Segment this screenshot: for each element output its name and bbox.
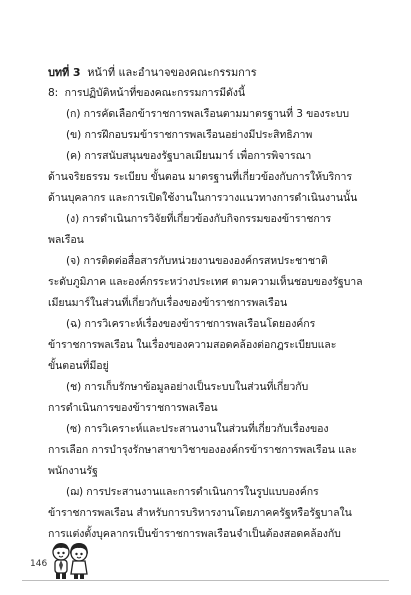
body-line: ข้าราชการพลเรือน ในเรื่องของความสอดคล้องต่อกฎระเบียบและ — [48, 339, 337, 351]
chapter-title: หน้าที่ และอำนาจของคณะกรรมการ — [87, 66, 257, 79]
body-line: พลเรือน — [48, 234, 84, 246]
body-line: พนักงานรัฐ — [48, 465, 98, 477]
section-title: การปฏิบัติหน้าที่ของคณะกรรมการมีดังนี้ — [64, 87, 245, 99]
body-line: ระดับภูมิภาค และองค์กรระหว่างประเทศ ตามความเห็นชอบของรัฐบาล — [48, 276, 363, 288]
body-line: ข้าราชการพลเรือน สำหรับการบริหารงานโดยภาคครัฐหรือรัฐบาลใน — [48, 507, 352, 519]
footer-divider — [22, 580, 389, 581]
body-line: (ข) การฝึกอบรมข้าราชการพลเรือนอย่างมีประสิทธิภาพ — [66, 129, 313, 141]
section-heading — [48, 86, 245, 100]
chapter-number: บทที่ 3 — [48, 66, 81, 79]
body-line: (ก) การคัดเลือกข้าราชการพลเรือนตามมาตรฐานที่ 3 ของระบบ — [66, 108, 350, 120]
body-line: การแต่งตั้งบุคลากรเป็นข้าราชการพลเรือนจำเป็นต้องสอดคล้องกับ — [48, 528, 341, 540]
body-line: (ง) การดำเนินการวิจัยที่เกี่ยวข้องกับกิจกรรมของข้าราชการ — [66, 213, 332, 225]
body-line: (ซ) การวิเคราะห์และประสานงานในส่วนที่เกี่ยวกับเรื่องของ — [66, 423, 329, 435]
body-line: (ค) การสนับสนุนของรัฐบาลเมียนมาร์ เพื่อการพิจารณา — [66, 150, 312, 162]
page-number: 146 — [30, 559, 48, 569]
body-line: ด้านจริยธรรม ระเบียบ ขั้นตอน มาตรฐานที่เกี่ยวข้องกับการให้บริการ — [48, 171, 352, 183]
body-line: การเลือก การบำรุงรักษาสาขาวิชาขององค์กรข้าราชการพลเรือน และ — [48, 444, 357, 456]
body-line: (จ) การติดต่อสื่อสารกับหน่วยงานขององค์กรสหประชาชาติ — [66, 255, 328, 267]
mascot-illustration-icon — [48, 540, 92, 582]
body-line: (ช) การเก็บรักษาข้อมูลอย่างเป็นระบบในส่วนที่เกี่ยวกับ — [66, 381, 309, 393]
body-line: การดำเนินการของข้าราชการพลเรือน — [48, 402, 218, 414]
body-line: ด้านบุคลากร และการเปิดใช้งานในการวางแนวทางการดำเนินงานนั้น — [48, 192, 358, 204]
body-line: ขั้นตอนที่มีอยู่ — [48, 360, 109, 372]
section-number: 8: — [48, 87, 59, 99]
body-line: (ฉ) การวิเคราะห์เรื่องของข้าราชการพลเรือนโดยองค์กร — [66, 318, 316, 330]
body-line: เมียนมาร์ในส่วนที่เกี่ยวกับเรื่องของข้าราชการพลเรือน — [48, 297, 288, 309]
chapter-heading — [48, 66, 257, 80]
body-line: (ฌ) การประสานงานและการดำเนินการในรูปแบบองค์กร — [66, 486, 319, 498]
